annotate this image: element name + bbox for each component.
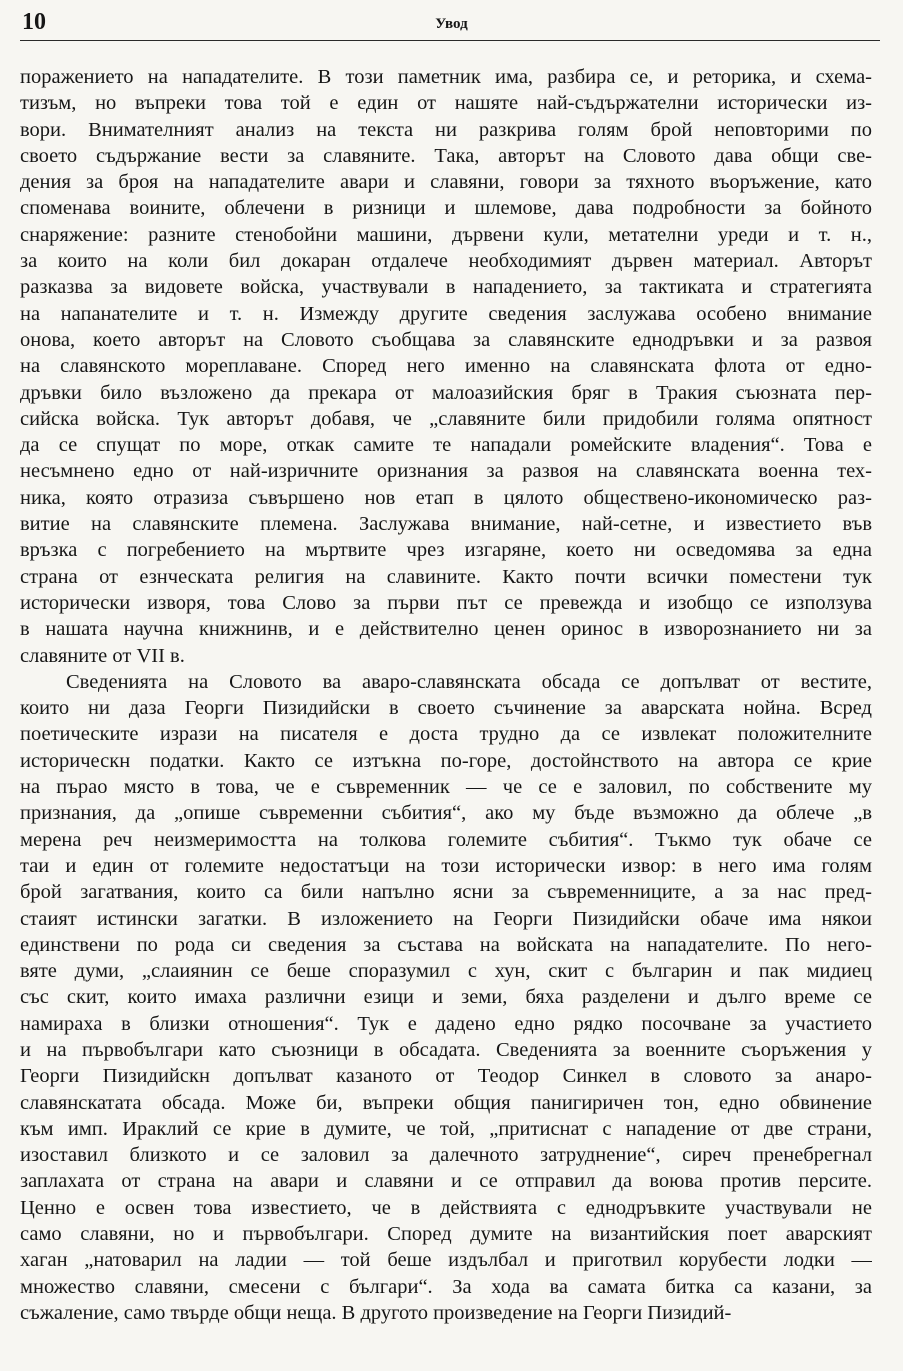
text-line: разказва за видовете войска, участвували в нападението, за тактиката и стратегията [20,276,872,299]
text-line: на славянското мореплаване. Според него именно на славянската флота от едно- [20,355,872,378]
text-line: в нашата научна книжнинв, и е действително ценен оринос в изворознанието ни за [20,618,872,641]
text-line: вори. Внимателният анализ на текста ни разкрива голям брой неповторими по [20,118,872,141]
text-line: ника, която отразиза съвършено нов етап в цялото обществено-икономическо раз- [20,486,872,509]
text-line: дръвки било възложено да прекара от малоазийския бряг в Тракия съюзната пер- [20,381,872,404]
text-line: заплахата от страна на авари и славяни и се отправил да воюва против персите. [20,1170,872,1193]
text-line: тизъм, но въпреки това той е един от нашяте най-съдържателни исторически из- [20,92,872,115]
text-line: Георги Пизидийскн допълват казаното от Теодор Синкел в словото за анаро- [20,1065,872,1088]
text-line: Ценно е освен това известието, че в действията с еднодръвките участвували не [20,1196,872,1219]
text-line: историческн податки. Както се изтъкна по-горе, достойнството на автора се крие [20,749,872,772]
text-line: към имп. Ираклий се крие в думите, че той, „притиснат с нападение от две страни, [20,1117,872,1140]
text-line: таи и един от големите недостатъци на този исторически извор: в него има голям [20,854,872,877]
text-line: мерена реч неизмеримостта на толкова големите събития“. Тъкмо тук обаче се [20,828,872,851]
text-line: единствени по рода си сведения за състава на войската на нападателите. По него- [20,933,872,956]
paragraph [20,64,872,669]
text-line: признания, да „опише съвременни събития“, ако му бъде възможно да облече „в [20,802,872,825]
running-head: Увод [435,16,468,32]
text-line: връзка с погребението на мъртвите чрез изгаряне, което ни осведомява за една [20,539,872,562]
text-line: само славяни, но и първобългари. Според думите на византийския поет аварският [20,1223,872,1246]
page-number: 10 [22,9,46,35]
text-line: поражението на нападателите. В този паметник има, разбира се, и реторика, и схема- [20,66,872,88]
page-header [0,0,903,44]
text-line: витие на славянските племена. Заслужава внимание, най-сетне, и известието във [20,513,872,536]
text-line: своето съдържание вести за славяните. Така, авторът на Словото дава общи све- [20,144,872,167]
text-line: снаряжение: разните стенобойни машини, дървени кули, метателни уреди и т. н., [20,223,872,246]
text-line: онова, което авторът на Словото съобщава за славянските еднодръвки и за развоя [20,328,872,351]
text-line: споменава воините, облечени в ризници и шлемове, дава подробности за бойното [20,197,872,220]
text-line: изоставил близкото и се заловил за далечното затруднение“, сиреч пренебрегнал [20,1144,872,1167]
text-line: несъмнено едно от най-изричните оризнания за развоя на славянската военна тех- [20,460,872,483]
text-line: да се спущат по море, откак самите те нападали ромейските владения“. Това е [20,434,872,457]
body-text [20,64,872,1326]
text-line: съжаление, само твърде общи неща. В другото произведение на Георги Пизидий- [20,1301,732,1324]
text-line: исторически изворя, това Слово за първи път се превежда и изобщо се използува [20,591,872,614]
text-line: Сведенията на Словото ва аваро-славянската обсада се допълват от вестите, [66,670,872,693]
text-line: брой загатвания, които са били напълно ясни за съвременниците, а за нас пред- [20,881,872,904]
text-line: със скит, които имаха различни езици и земи, бяха разделени и дълго време се [20,986,872,1009]
text-line: хаган „натоварил на ладии — той беше издълбал и приготвил корубести лодки — [20,1249,872,1272]
text-line: на пърао място в това, че е съвременник — че се е заловил, по собствените му [20,776,872,799]
text-line: за които на коли бил докаран отдалече необходимият дървен материал. Авторът [20,250,872,273]
text-line: славяните от VII в. [20,644,185,667]
text-line: и на първобългари като съюзници в обсадата. Сведенията за военните съоръжения у [20,1038,872,1061]
text-line: поетическите изрази на писателя е доста трудно да се извлекат положителните [20,723,872,746]
text-line: множество славяни, смесени с българи“. За хода ва самата битка са казани, за [20,1275,872,1298]
text-line: дения за броя на нападателите авари и славяни, говори за тяхното въоръжение, като [20,171,872,194]
text-line: славянскатата обсада. Може би, въпреки общия панигиричен тон, едно обвинение [20,1091,872,1114]
paragraph [20,669,872,1326]
text-line: стаият истински загатки. В изложението на Георги Пизидийски обаче има някои [20,907,872,930]
text-line: вяте думи, „слаиянин се беше споразумил с хун, скит с българин и пак мидиец [20,960,872,983]
text-line: които ни даза Георги Пизидийски в своето съчинение за аварската нойна. Всред [20,697,872,720]
text-line: сийска войска. Тук авторът добавя, че „славяните били придобили голяма опятност [20,407,872,430]
text-line: страна от езнческата религия на славините. Както почти всички поместени тук [20,565,872,588]
text-line: намираха в близки отношения“. Тук е дадено едно рядко посочване за участието [20,1012,872,1035]
text-line: на напанателите и т. н. Измежду другите сведения заслужава особено внимание [20,302,872,325]
header-rule [20,40,880,41]
